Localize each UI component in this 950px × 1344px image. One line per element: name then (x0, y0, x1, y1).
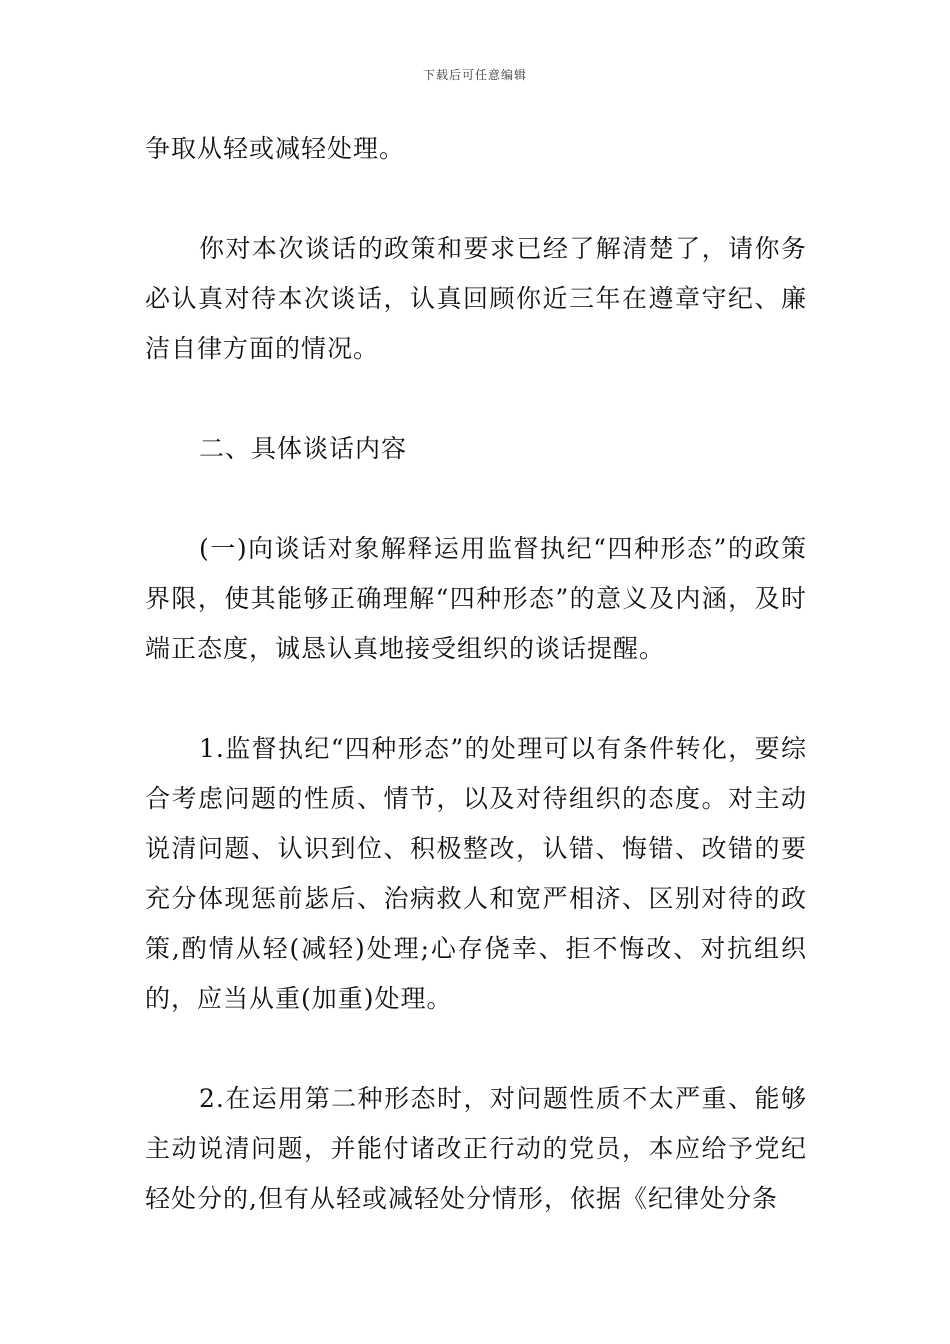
paragraph-item-two: 2.在运用第二种形态时，对问题性质不太严重、能够主动说清问题，并能付诸改正行动的党员，本应给予党纪轻处分的,但有从轻或减轻处分情形，依据《纪律处分条 (145, 1084, 807, 1213)
paragraph-continuation: 争取从轻或减轻处理。 (145, 134, 406, 163)
section-heading: 二、具体谈话内容 (199, 434, 408, 463)
paragraph-policy-understanding: 你对本次谈话的政策和要求已经了解清楚了，请你务必认真对待本次谈话，认真回顾你近三年在遵章守纪、廉洁自律方面的情况。 (145, 234, 807, 363)
paragraph-subsection-one: (一)向谈话对象解释运用监督执纪“四种形态”的政策界限，使其能够正确理解“四种形态”的意义及内涵，及时端正态度，诚恳认真地接受组织的谈话提醒。 (145, 534, 807, 663)
paragraph-item-one: 1.监督执纪“四种形态”的处理可以有条件转化，要综合考虑问题的性质、情节，以及对待组织的态度。对主动说清问题、认识到位、积极整改，认错、悔错、改错的要充分体现惩前毖后、治病救人和宽严相济、区别对待的政策,酌情从轻(减轻)处理;心存侥幸、拒不悔改、对抗组织的，应当从重(加重)处理。 (145, 734, 807, 1013)
document-body (145, 124, 807, 1274)
page-header: 下载后可任意编辑 (422, 68, 527, 82)
